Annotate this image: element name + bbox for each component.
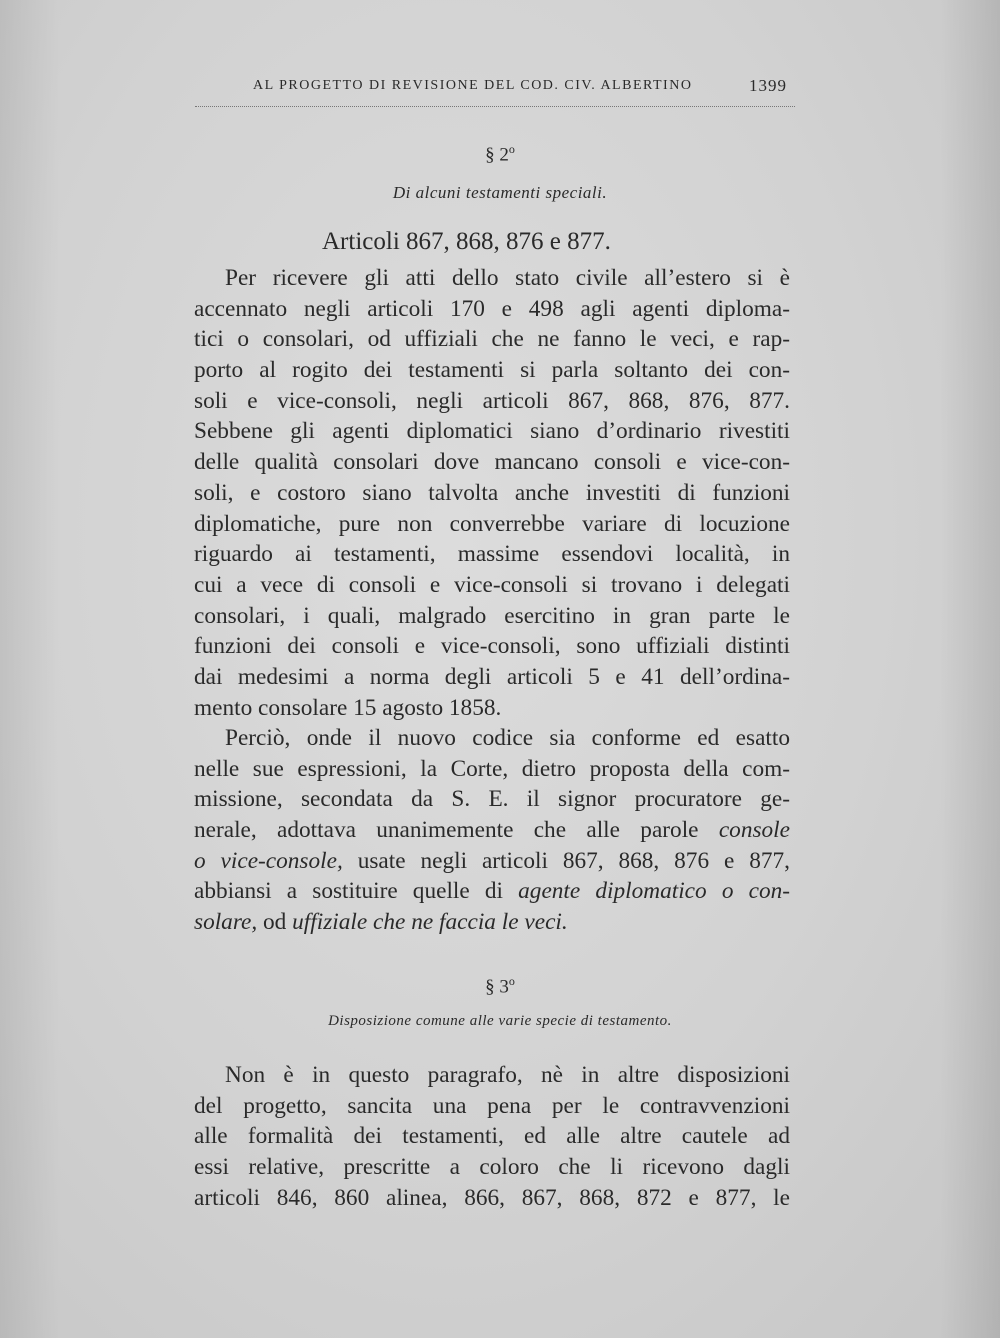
text-run: abbiansi a sostituire quelle di: [194, 878, 519, 905]
text-line: alle formalità dei testamenti, ed alle altre cautele ad: [194, 1123, 790, 1150]
section-2-mark-text: § 2: [485, 144, 509, 166]
articles-heading: Articoli 867, 868, 876 e 877.: [322, 228, 611, 255]
text-line: missione, secondata da S. E. il signor procuratore ge-: [194, 786, 790, 813]
text-line: dai medesimi a norma degli articoli 5 e 41 dell’ordina-: [194, 663, 790, 690]
section-2-paragraph-2: [194, 723, 790, 938]
text-line: articoli 846, 860 alinea, 866, 867, 868, 872 e 877, le: [194, 1184, 790, 1211]
italic-term: console: [718, 817, 790, 844]
text-line: del progetto, sancita una pena per le contravvenzioni: [194, 1092, 790, 1119]
text-line: delle qualità consolari dove mancano consoli e vice-con-: [194, 449, 790, 476]
text-line: tici o consolari, od uffiziali che ne fanno le veci, e rap-: [194, 326, 790, 353]
text-run: nerale, adottava unanimemente che alle parole: [194, 817, 719, 844]
text-line: accennato negli articoli 170 e 498 agli agenti diploma-: [194, 295, 790, 322]
text-line: Perciò, onde il nuovo codice sia conforme ed esatto: [225, 725, 790, 751]
italic-term: uffiziale che ne faccia le veci.: [292, 909, 568, 936]
section-3-paragraph-1: [194, 1060, 790, 1213]
section-2-mark-sup: o: [508, 142, 515, 156]
section-3-title: Disposizione comune alle varie specie di testamento.: [328, 1013, 672, 1029]
text-line: soli, e costoro siano talvolta anche investiti di funzioni: [194, 479, 790, 506]
text-line: diplomatiche, pure non converrebbe variare di locuzione: [194, 510, 790, 537]
text-line: nelle sue espressioni, la Corte, dietro proposta della com-: [194, 755, 790, 782]
text-line: [194, 815, 790, 846]
running-title: AL PROGETTO DI REVISIONE DEL COD. CIV. ALBERTINO: [253, 78, 693, 93]
section-3-mark: [0, 974, 1000, 998]
section-3-mark-sup: o: [508, 974, 515, 988]
page-number: 1399: [749, 76, 787, 95]
section-2-title: Di alcuni testamenti speciali.: [392, 183, 608, 202]
text-line: Per ricevere gli atti dello stato civile all’estero si è: [225, 265, 790, 291]
text-line: [194, 907, 790, 938]
text-line: porto al rogito dei testamenti si parla soltanto dei con-: [194, 357, 790, 384]
italic-term: agente diplomatico o con-: [518, 878, 790, 905]
italic-term: o vice-console,: [194, 847, 343, 874]
italic-term: solare,: [194, 909, 258, 936]
text-line: mento consolare 15 agosto 1858.: [194, 694, 502, 721]
text-line: cui a vece di consoli e vice-consoli si trovano i delegati: [194, 571, 790, 598]
text-line: consolari, i quali, malgrado esercitino in gran parte le: [194, 602, 790, 629]
section-3-mark-text: § 3: [485, 976, 509, 998]
text-line: [194, 846, 790, 877]
text-line: Non è in questo paragrafo, nè in altre disposizioni: [225, 1062, 790, 1088]
text-line: riguardo ai testamenti, massime essendovi località, in: [194, 541, 790, 568]
text-line: funzioni dei consoli e vice-consoli, sono uffiziali distinti: [194, 633, 790, 660]
section-2-mark: [0, 142, 1000, 166]
running-head: [195, 76, 795, 107]
text-line: Sebbene gli agenti diplomatici siano d’ordinario rivestiti: [194, 418, 790, 445]
text-run: od: [257, 909, 293, 936]
text-line: [194, 876, 790, 907]
text-line: soli e vice-consoli, negli articoli 867, 868, 876, 877.: [194, 387, 790, 414]
section-2-paragraph-1: [194, 263, 790, 723]
text-run: usate negli articoli 867, 868, 876 e 877,: [342, 847, 790, 874]
text-line: essi relative, prescritte a coloro che li ricevono dagli: [194, 1154, 790, 1181]
